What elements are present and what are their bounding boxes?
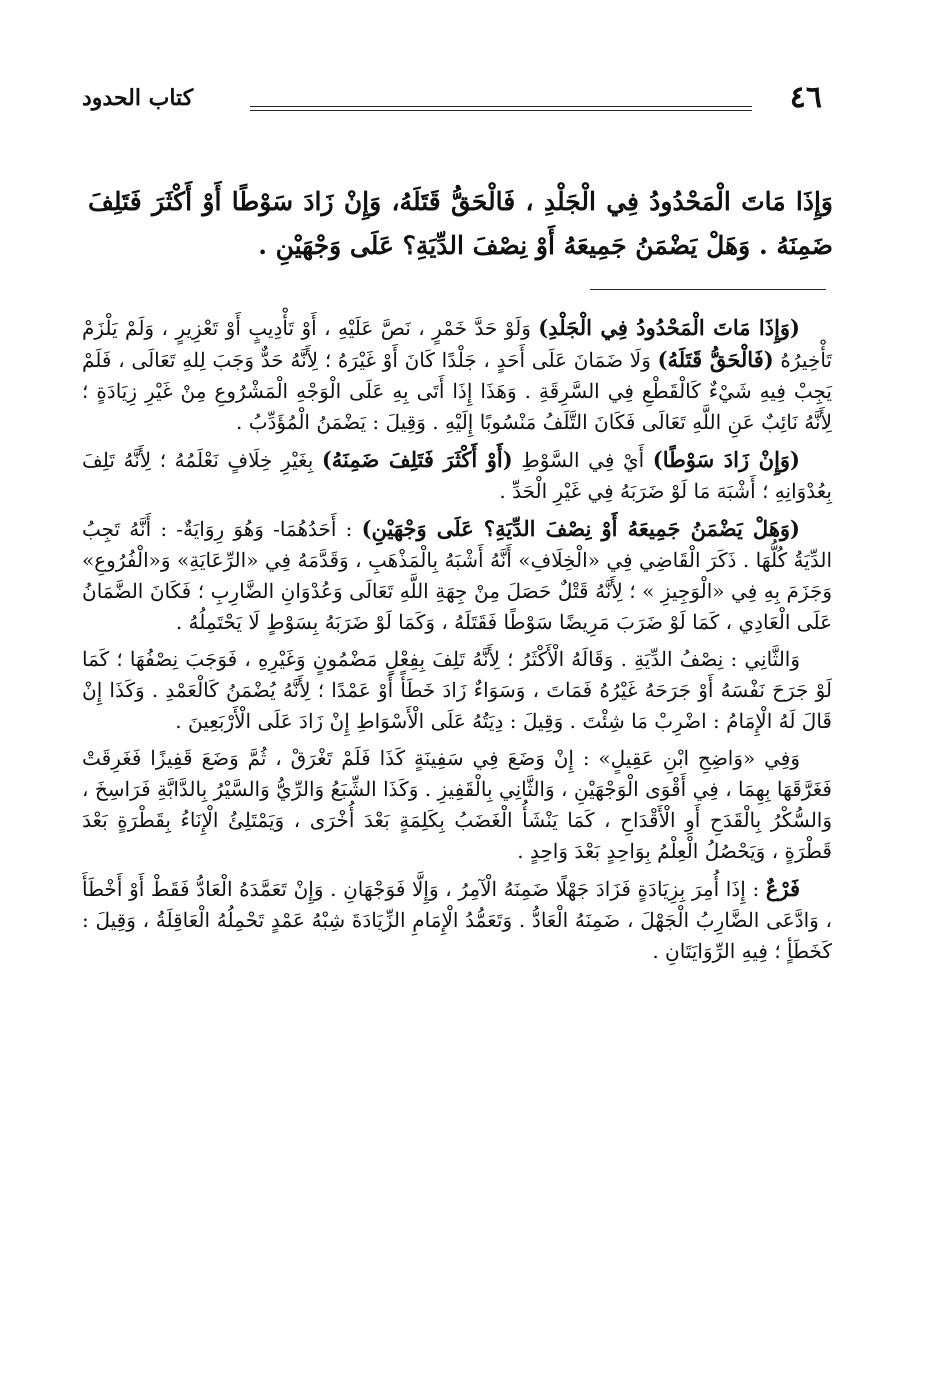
page-number: ٤٦	[789, 80, 822, 115]
matn-quote: (وَإِذَا مَاتَ الْمَحْدُودُ فِي الْجَلْدِ)	[538, 315, 800, 340]
matn-quote: (وَهَلْ يَضْمَنُ جَمِيعَهُ أَوْ نِصْفَ الدِّيَةِ؟ عَلَى وَجْهَيْنِ)	[361, 516, 800, 541]
header-rule	[250, 106, 752, 111]
matn-quote: (وَإِنْ زَادَ سَوْطًا)	[652, 447, 800, 472]
matn-quote: (أَوْ أَكْثَرَ فَتَلِفَ ضَمِنَهُ)	[321, 447, 513, 472]
branch-label: فَرْعٌ	[765, 876, 801, 901]
commentary-paragraph-3	[82, 513, 832, 638]
commentary-paragraph-5: وَفِي «وَاضِحِ ابْنِ عَقِيلٍ» : إِنْ وَضَعَ فِي سَفِينَةٍ كَذَا فَلَمْ تَغْرَقْ ، ثُمَّ وَضَعَ قَفِيزًا فَغَرِقَتْ فَغَرَّقَهَا بِهِمَا ، فِي أَقْوَى الْوَجْهَيْنِ ، وَالثَّانِي بِالْقَفِيزِ . وَكَذَا الشِّبَعُ وَالرِّيُّ وَالسَّيْرُ بِالدَّابَّةِ فَرَاسِخَ ، وَالسُّكْرُ بِالْقَدَحِ أَوِ الْأَقْدَاحِ ، كَمَا يَنْشَأُ الْغَضَبُ بِكَلِمَةٍ بَعْدَ أُخْرَى ، وَيَمْتَلِئُ الْإِنَاءُ بِقَطْرَةٍ بَعْدَ قَطْرَةٍ ، وَيَحْصُلُ الْعِلْمُ بِوَاحِدٍ بَعْدَ وَاحِدٍ .	[82, 746, 832, 863]
commentary-text: : أَحَدُهُمَا- وَهُوَ رِوَايَةٌ- : أَنَّهُ تَجِبُ الدِّيَةُ كُلُّهَا . ذَكَرَ الْقَاضِي فِي «الْخِلَافِ» أَنَّهُ أَشْبَهُ بِالْمَذْهَبِ ، وَقَدَّمَهُ فِي «الرِّعَايَةِ» وَ«الْفُرُوعِ» وَجَزَمَ بِهِ فِي «الْوَجِيزِ » ؛ لِأَنَّهُ قَتْلٌ حَصَلَ مِنْ جِهَةِ اللَّهِ تَعَالَى وَعُدْوَانِ الضَّارِبِ ؛ فَكَانَ الضَّمَانُ عَلَى الْعَادِي ، كَمَا لَوْ ضَرَبَ مَرِيضًا سَوْطًا فَقَتَلَهُ ، وَكَمَا لَوْ ضَرَبَهُ بِسَوْطٍ لَا يَحْتَمِلُهُ .	[82, 517, 832, 634]
commentary	[82, 312, 832, 973]
commentary-text: وَلَا ضَمَانَ عَلَى أَحَدٍ ، جَلْدًا كَانَ أَوْ غَيْرَهُ ؛ لِأَنَّهُ حَدٌّ وَجَبَ لِلهِ تَعَالَى ، فَلَمْ يَجِبْ فِيهِ شَيْءٌ كَالْقَطْعِ فِي السَّرِقَةِ . وَهَذَا إِذَا أَتَى بِهِ عَلَى الْوَجْهِ الْمَشْرُوعِ مِنْ غَيْرِ زِيَادَةٍ ؛ لِأَنَّهُ نَائِبٌ عَنِ اللَّهِ تَعَالَى فَكَانَ التَّلَفُ مَنْسُوبًا إِلَيْهِ . وَقِيلَ : يَضْمَنُ الْمُؤَدِّبُ .	[82, 348, 832, 434]
matn-text: وَإِذَا مَاتَ الْمَحْدُودُ فِي الْجَلْدِ ، فَالْحَقُّ قَتَلَهُ، وَإِنْ زَادَ سَوْطًا أَوْ أَكْثَرَ فَتَلِفَ ضَمِنَهُ . وَهَلْ يَضْمَنُ جَمِيعَهُ أَوْ نِصْفَ الدِّيَةِ؟ عَلَى وَجْهَيْنِ .	[88, 187, 833, 260]
commentary-text: وَلَوْ حَدَّ خَمْرٍ ، نَصَّ عَلَيْهِ ، أَوْ تَأْدِيبٍ أَوْ تَعْزِيرٍ ، وَلَمْ يَلْزَمْ تَأْخِيرُهُ	[82, 316, 832, 372]
commentary-paragraph-2	[82, 444, 832, 507]
commentary-paragraph-6	[82, 873, 832, 967]
commentary-paragraph-4: وَالثَّانِي : نِصْفُ الدِّيَةِ . وَقَالَهُ الْأَكْثَرُ ؛ لِأَنَّهُ تَلِفَ بِفِعْلٍ مَضْمُونٍ وَغَيْرِهِ ، فَوَجَبَ نِصْفُهَا ؛ كَمَا لَوْ جَرَحَ نَفْسَهُ أَوْ جَرَحَهُ غَيْرُهُ فَمَاتَ ، وَسَوَاءٌ زَادَ خَطَأً أَوْ عَمْدًا ؛ لِأَنَّهُ يُضْمَنُ كَالْعَمْدِ . وَكَذَا إِنْ قَالَ لَهُ الْإِمَامُ : اضْرِبْ مَا شِئْتَ . وَقِيلَ : دِيَتُهُ عَلَى الْأَسْوَاطِ إِنْ زَادَ عَلَى الْأَرْبَعِينَ .	[82, 647, 832, 733]
book-title: كتاب الحدود	[82, 85, 194, 111]
commentary-text: أَيْ فِي السَّوْطِ	[512, 448, 653, 472]
commentary-paragraph-1	[82, 312, 832, 438]
commentary-text: : إِذَا أُمِرَ بِزِيَادَةٍ فَزَادَ جَهْلًا ضَمِنَهُ الْآمِرُ ، وَإِلَّا فَوَجْهَانِ . وَإِنْ تَعَمَّدَهُ الْعَادُّ فَقَطْ أَوْ أَخْطَأَ ، وَادَّعَى الضَّارِبُ الْجَهْلَ ، ضَمِنَهُ الْعَادُّ . وَتَعَمُّدُ الْإِمَامِ الزِّيَادَةَ شِبْهُ عَمْدٍ تَحْمِلُهُ الْعَاقِلَةُ ، وَقِيلَ : كَخَطَأٍ ؛ فِيهِ الرِّوَايَتَانِ .	[82, 877, 832, 963]
footnote-separator	[590, 289, 826, 290]
matn-quote: (فَالْحَقُّ قَتَلَهُ)	[657, 347, 774, 372]
page-header	[82, 78, 822, 118]
commentary-text: بِغَيْرِ خِلَافٍ نَعْلَمُهُ ؛ لِأَنَّهُ تَلِفَ بِعُدْوَانِهِ ؛ أَشْبَهَ مَا لَوْ ضَرَبَهُ فِي غَيْرِ الْحَدِّ .	[82, 448, 832, 503]
